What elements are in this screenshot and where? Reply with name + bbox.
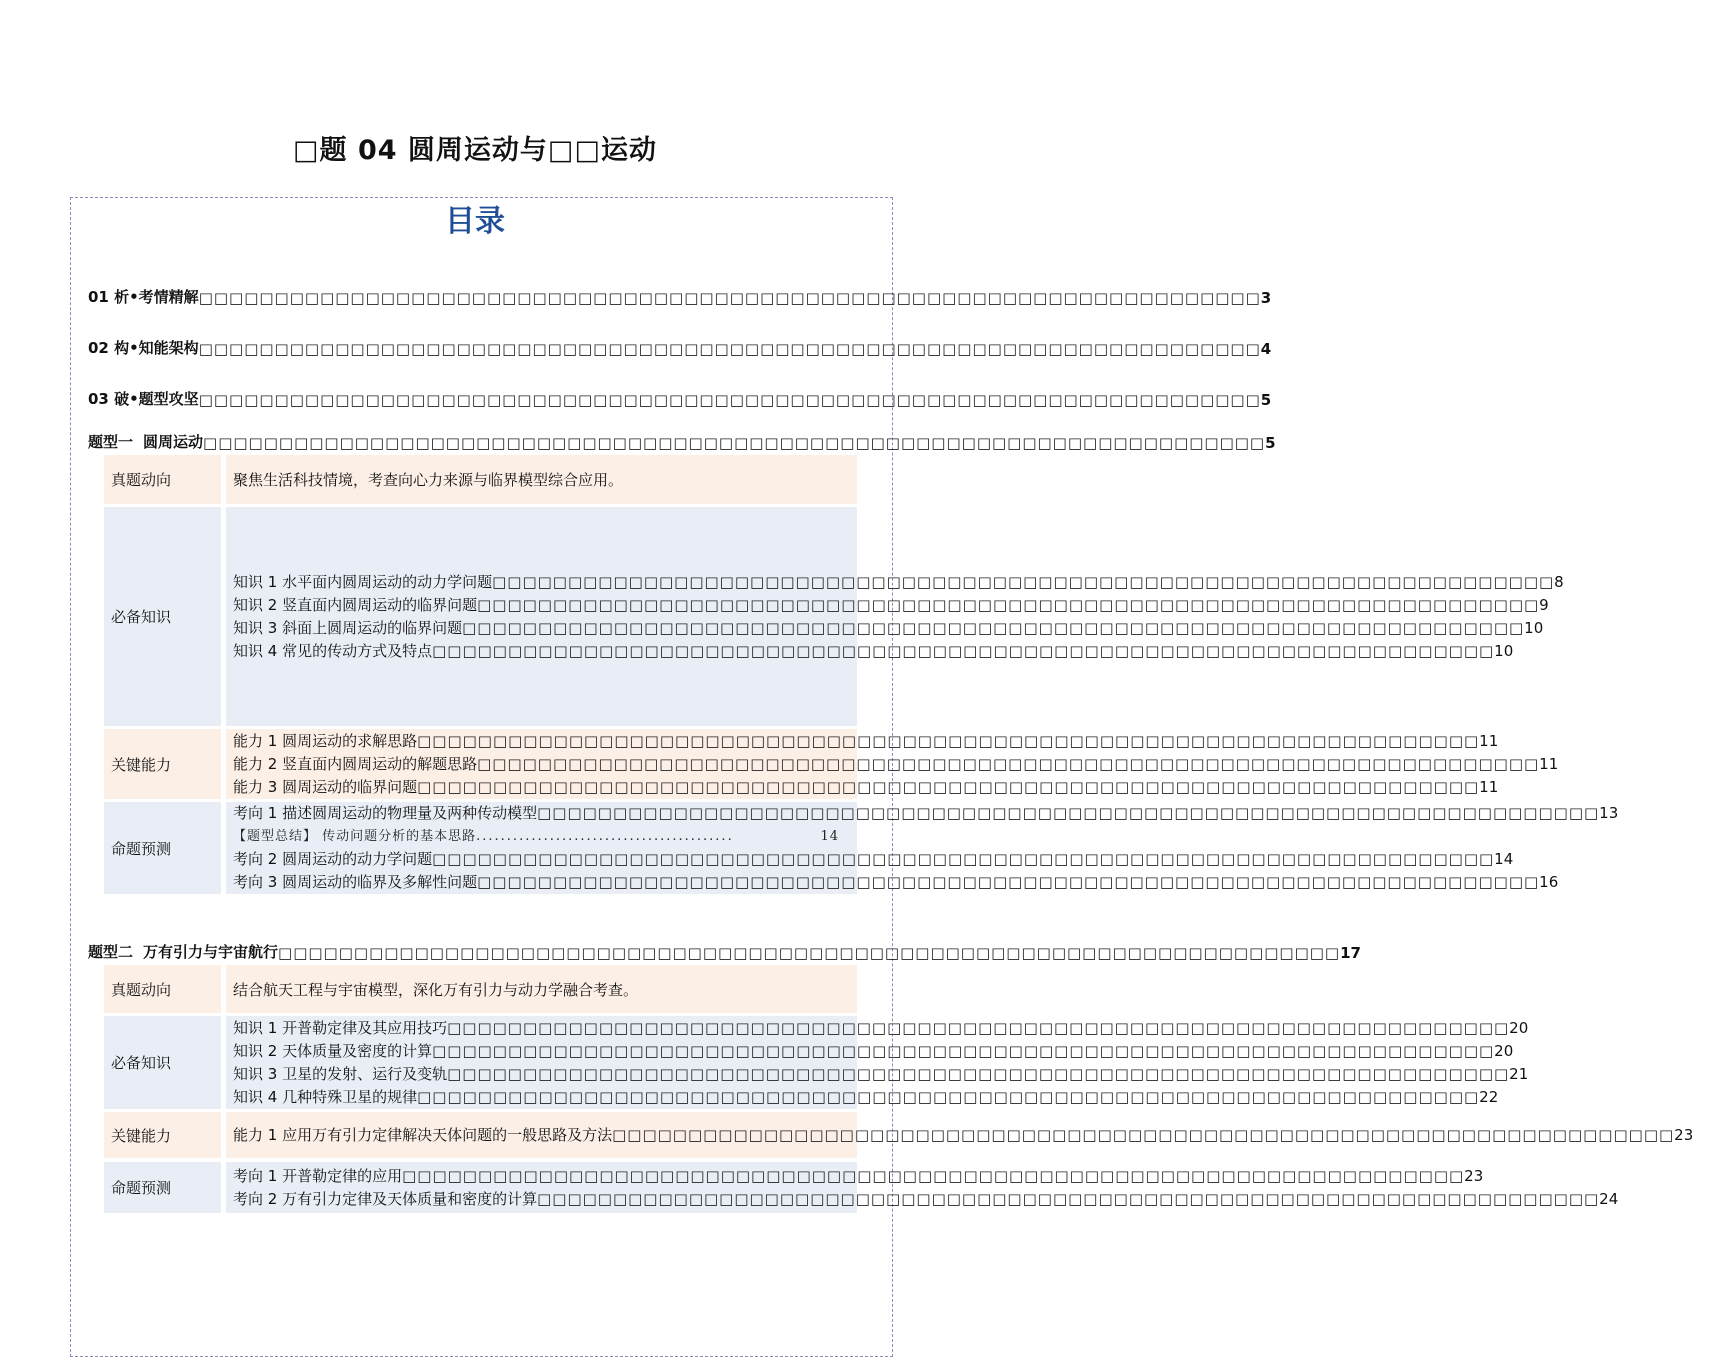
row-content	[226, 1016, 1529, 1109]
toc-entry-label: 03 破•题型攻坚	[88, 390, 199, 408]
type-label: 题型一	[88, 433, 134, 451]
table-row	[104, 1112, 1694, 1158]
toc-type2-heading[interactable]	[88, 941, 1361, 962]
row-label: 关键能力	[104, 729, 221, 799]
list-item[interactable]: 能力 1 应用万有引力定律解决天体问题的一般思路及方法 □□□□□□□□□□□□□□□□□□□□□□□□□□□□□□□□□□□□□□□□□□□□□□□□□□□□□□□□□□□□□□□□□□□□□□ 23	[233, 1125, 1694, 1144]
row-label: 关键能力	[104, 1112, 221, 1158]
row-content	[226, 507, 1564, 726]
list-item[interactable]: 能力 2 竖直面内圆周运动的解题思路 □□□□□□□□□□□□□□□□□□□□□□□□□□□□□□□□□□□□□□□□□□□□□□□□□□□□□□□□□□□□□□□□□□□□□□ 11	[233, 754, 1559, 773]
dot-leader: □□□□□□□□□□□□□□□□□□□□□□□□□□□□□□□□□□□□□□□□□□□□□□□□□□□□□□□□□□□□□□□□□□□□□□	[198, 340, 1261, 358]
toc-entry-02[interactable]	[88, 337, 1272, 358]
row-label: 命题预测	[104, 1162, 221, 1213]
toc-title: 目录	[445, 204, 505, 239]
table-row	[104, 965, 857, 1013]
toc-entry-label: 02 构•知能架构	[88, 339, 199, 357]
toc-entry-page: 3	[1260, 289, 1272, 307]
toc-type1-heading[interactable]	[88, 431, 1276, 452]
row-label: 命题预测	[104, 802, 221, 894]
row-content	[226, 965, 857, 1013]
zhenti-text: 聚焦生活科技情境，考查向心力来源与临界模型综合应用。	[233, 471, 624, 489]
row-content	[226, 1162, 1619, 1213]
list-item[interactable]: 考向 3 圆周运动的临界及多解性问题 □□□□□□□□□□□□□□□□□□□□□□□□□□□□□□□□□□□□□□□□□□□□□□□□□□□□□□□□□□□□□□□□□□□□□□ 16	[233, 873, 1559, 891]
dot-leader: □□□□□□□□□□□□□□□□□□□□□□□□□□□□□□□□□□□□□□□□□□□□□□□□□□□□□□□□□□□□□□□□□□□□□□	[198, 289, 1261, 307]
row-label: 真题动向	[104, 455, 221, 504]
dot-leader: □□□□□□□□□□□□□□□□□□□□□□□□□□□□□□□□□□□□□□□□□□□□□□□□□□□□□□□□□□□□□□□□□□□□□□	[203, 434, 1266, 452]
list-item[interactable]: 考向 2 圆周运动的动力学问题 □□□□□□□□□□□□□□□□□□□□□□□□□□□□□□□□□□□□□□□□□□□□□□□□□□□□□□□□□□□□□□□□□□□□□□ 14	[233, 850, 1514, 868]
list-item[interactable]: 知识 1 水平面内圆周运动的动力学问题 □□□□□□□□□□□□□□□□□□□□□□□□□□□□□□□□□□□□□□□□□□□□□□□□□□□□□□□□□□□□□□□□□□□□□□ 8	[233, 572, 1564, 591]
table-row	[104, 1162, 1619, 1213]
page-title: □题 04 圆周运动与□□运动	[293, 135, 657, 166]
list-item[interactable]: 知识 2 天体质量及密度的计算 □□□□□□□□□□□□□□□□□□□□□□□□□□□□□□□□□□□□□□□□□□□□□□□□□□□□□□□□□□□□□□□□□□□□□□ 20	[233, 1041, 1514, 1060]
toc-entry-03[interactable]	[88, 388, 1272, 409]
list-item[interactable]: 能力 3 圆周运动的临界问题 □□□□□□□□□□□□□□□□□□□□□□□□□□□□□□□□□□□□□□□□□□□□□□□□□□□□□□□□□□□□□□□□□□□□□□ 11	[233, 777, 1499, 796]
table-row	[104, 1016, 1529, 1109]
table-row	[104, 507, 1564, 726]
list-item[interactable]: 考向 1 描述圆周运动的物理量及两种传动模型 □□□□□□□□□□□□□□□□□□□□□□□□□□□□□□□□□□□□□□□□□□□□□□□□□□□□□□□□□□□□□□□□□□□□□□ 13	[233, 804, 1619, 822]
dot-leader: □□□□□□□□□□□□□□□□□□□□□□□□□□□□□□□□□□□□□□□□□□□□□□□□□□□□□□□□□□□□□□□□□□□□□□	[198, 391, 1261, 409]
row-content	[226, 729, 1559, 799]
table-row	[104, 455, 857, 504]
row-label: 必备知识	[104, 1016, 221, 1109]
list-item[interactable]: 知识 2 竖直面内圆周运动的临界问题 □□□□□□□□□□□□□□□□□□□□□□□□□□□□□□□□□□□□□□□□□□□□□□□□□□□□□□□□□□□□□□□□□□□□□□ 9	[233, 595, 1549, 614]
row-content	[226, 802, 1619, 894]
list-item[interactable]: 考向 1 开普勒定律的应用 □□□□□□□□□□□□□□□□□□□□□□□□□□□□□□□□□□□□□□□□□□□□□□□□□□□□□□□□□□□□□□□□□□□□□□ 23	[233, 1166, 1484, 1185]
list-item[interactable]: 知识 4 常见的传动方式及特点 □□□□□□□□□□□□□□□□□□□□□□□□□□□□□□□□□□□□□□□□□□□□□□□□□□□□□□□□□□□□□□□□□□□□□□ 10	[233, 641, 1514, 660]
dot-leader: □□□□□□□□□□□□□□□□□□□□□□□□□□□□□□□□□□□□□□□□□□□□□□□□□□□□□□□□□□□□□□□□□□□□□□	[278, 944, 1341, 962]
toc-entry-page: 4	[1260, 340, 1272, 358]
row-content	[226, 1112, 1694, 1158]
toc-entry-page: 5	[1260, 391, 1272, 409]
type-title: 圆周运动	[143, 433, 204, 451]
table-row	[104, 729, 1559, 799]
row-label: 必备知识	[104, 507, 221, 726]
list-item[interactable]: 知识 3 卫星的发射、运行及变轨 □□□□□□□□□□□□□□□□□□□□□□□□□□□□□□□□□□□□□□□□□□□□□□□□□□□□□□□□□□□□□□□□□□□□□□ 21	[233, 1064, 1529, 1083]
toc-entry-page: 5	[1265, 434, 1276, 452]
table-row	[104, 802, 1619, 894]
summary-item[interactable]: 【题型总结】 传动问题分析的基本思路 .......................................... 14	[233, 829, 839, 844]
list-item[interactable]: 能力 1 圆周运动的求解思路 □□□□□□□□□□□□□□□□□□□□□□□□□□□□□□□□□□□□□□□□□□□□□□□□□□□□□□□□□□□□□□□□□□□□□□ 11	[233, 731, 1499, 750]
zhenti-text: 结合航天工程与宇宙模型，深化万有引力与动力学融合考查。	[233, 980, 639, 999]
row-label: 真题动向	[104, 965, 221, 1013]
toc-entry-label: 01 析•考情精解	[88, 288, 199, 306]
list-item[interactable]: 考向 2 万有引力定律及天体质量和密度的计算 □□□□□□□□□□□□□□□□□□□□□□□□□□□□□□□□□□□□□□□□□□□□□□□□□□□□□□□□□□□□□□□□□□□□□□ 24	[233, 1189, 1619, 1208]
list-item[interactable]: 知识 1 开普勒定律及其应用技巧 □□□□□□□□□□□□□□□□□□□□□□□□□□□□□□□□□□□□□□□□□□□□□□□□□□□□□□□□□□□□□□□□□□□□□□ 20	[233, 1018, 1529, 1037]
toc-entry-01[interactable]	[88, 286, 1272, 307]
row-content	[226, 455, 857, 504]
list-item[interactable]: 知识 3 斜面上圆周运动的临界问题 □□□□□□□□□□□□□□□□□□□□□□□□□□□□□□□□□□□□□□□□□□□□□□□□□□□□□□□□□□□□□□□□□□□□□□ 10	[233, 618, 1544, 637]
type-title: 万有引力与宇宙航行	[143, 943, 279, 961]
type-label: 题型二	[88, 943, 134, 961]
list-item[interactable]: 知识 4 几种特殊卫星的规律 □□□□□□□□□□□□□□□□□□□□□□□□□□□□□□□□□□□□□□□□□□□□□□□□□□□□□□□□□□□□□□□□□□□□□□ 22	[233, 1087, 1499, 1106]
toc-entry-page: 17	[1340, 944, 1361, 962]
